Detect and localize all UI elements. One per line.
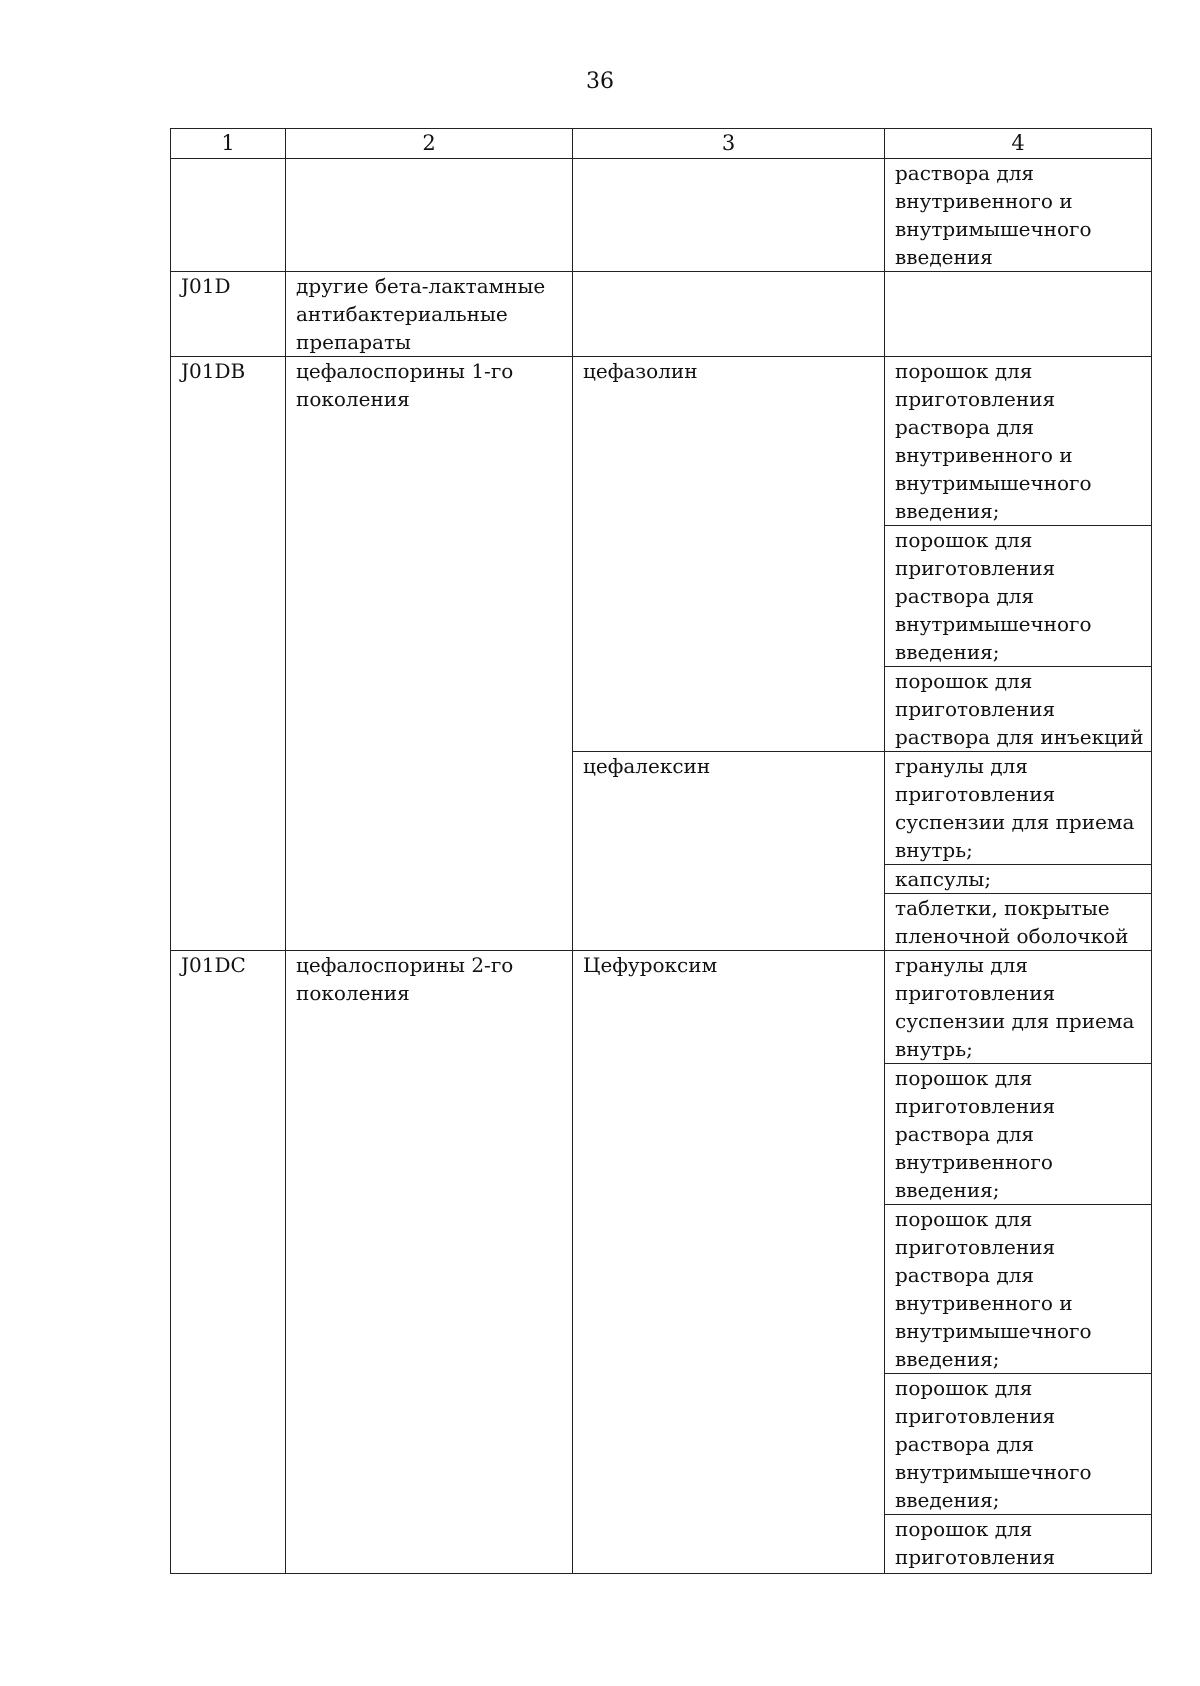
dosage-form-line: порошок для <box>895 669 1033 693</box>
header-cell-2: 2 <box>286 129 573 159</box>
group-cell <box>286 159 573 272</box>
atc-code-cell: J01DB <box>171 357 286 951</box>
dosage-form-item <box>885 951 1151 1064</box>
drug-name-cell: цефазолин <box>573 357 885 752</box>
dosage-forms-cell <box>885 272 1152 357</box>
dosage-form-line: внутримышечного <box>895 1460 1092 1484</box>
dosage-form-line: внутримышечного <box>895 1319 1092 1343</box>
dosage-form-line: приготовления <box>895 556 1056 580</box>
dosage-form-line: раствора для <box>895 415 1035 439</box>
dosage-form-line: гранулы для <box>895 953 1028 977</box>
dosage-form-item <box>885 1064 1151 1205</box>
dosage-form-line: раствора для <box>895 1432 1035 1456</box>
dosage-form-item <box>885 1515 1151 1571</box>
drug-name-cell: цефалексин <box>573 752 885 951</box>
dosage-form-line: приготовления <box>895 1545 1056 1569</box>
dosage-form-item <box>885 752 1151 865</box>
table-header <box>171 129 1152 159</box>
dosage-form-line: порошок для <box>895 1376 1033 1400</box>
dosage-form-line: внутримышечного <box>895 471 1092 495</box>
dosage-form-line: пленочной оболочкой <box>895 924 1129 948</box>
drug-table <box>170 128 1152 1574</box>
dosage-form-line: порошок для <box>895 1517 1033 1541</box>
dosage-form-line: приготовления <box>895 1235 1056 1259</box>
dosage-forms-cell <box>885 752 1152 951</box>
dosage-form-item <box>885 357 1151 526</box>
dosage-form-line: введения; <box>895 1488 1000 1512</box>
dosage-form-line: введения; <box>895 640 1000 664</box>
dosage-form-line: раствора для <box>895 1122 1035 1146</box>
dosage-form-line: порошок для <box>895 1207 1033 1231</box>
dosage-form-line: введения <box>895 245 993 269</box>
group-line: цефалоспорины 1-го <box>296 359 514 383</box>
dosage-form-line: суспензии для приема <box>895 810 1135 834</box>
group-line: поколения <box>296 387 410 411</box>
dosage-form-line: приготовления <box>895 1404 1056 1428</box>
dosage-form-line: приготовления <box>895 1094 1056 1118</box>
table-row <box>171 357 1152 752</box>
drug-name-cell: Цефуроксим <box>573 951 885 1574</box>
dosage-form-line: порошок для <box>895 528 1033 552</box>
dosage-form-line: внутримышечного <box>895 612 1092 636</box>
header-row <box>171 129 1152 159</box>
dosage-form-line: раствора для <box>895 584 1035 608</box>
dosage-form-line: внутривенного и <box>895 189 1073 213</box>
table-row <box>171 951 1152 1574</box>
dosage-form-item <box>885 1374 1151 1515</box>
page-number: 36 <box>586 69 614 94</box>
dosage-form-line: таблетки, покрытые <box>895 896 1110 920</box>
dosage-form-line: внутримышечного <box>895 217 1092 241</box>
dosage-form-line: капсулы; <box>895 867 992 891</box>
dosage-form-line: раствора для <box>895 1263 1035 1287</box>
drug-name-cell <box>573 272 885 357</box>
header-cell-3: 3 <box>573 129 885 159</box>
dosage-form-item <box>885 894 1151 950</box>
dosage-form-line: введения; <box>895 1178 1000 1202</box>
dosage-form-line: раствора для инъекций <box>895 725 1144 749</box>
dosage-form-line: порошок для <box>895 1066 1033 1090</box>
dosage-form-line: введения; <box>895 1347 1000 1371</box>
dosage-form-item <box>885 159 1151 271</box>
dosage-form-line: приготовления <box>895 981 1056 1005</box>
dosage-form-line: внутрь; <box>895 838 973 862</box>
dosage-form-line: суспензии для приема <box>895 1009 1135 1033</box>
atc-code-cell: J01DC <box>171 951 286 1574</box>
dosage-form-line: приготовления <box>895 387 1056 411</box>
dosage-form-line: гранулы для <box>895 754 1028 778</box>
dosage-form-line: порошок для <box>895 359 1033 383</box>
group-line: поколения <box>296 981 410 1005</box>
group-cell <box>286 272 573 357</box>
dosage-form-item <box>885 865 1151 894</box>
dosage-form-line: введения; <box>895 499 1000 523</box>
table-body <box>171 159 1152 1574</box>
dosage-form-item <box>885 526 1151 667</box>
dosage-form-line: внутривенного <box>895 1150 1053 1174</box>
header-cell-1: 1 <box>171 129 286 159</box>
dosage-form-line: раствора для <box>895 161 1035 185</box>
group-line: цефалоспорины 2-го <box>296 953 514 977</box>
dosage-form-line: приготовления <box>895 782 1056 806</box>
group-line: препараты <box>296 330 411 354</box>
drug-name-cell <box>573 159 885 272</box>
group-line: другие бета-лактамные <box>296 274 546 298</box>
dosage-form-line: приготовления <box>895 697 1056 721</box>
dosage-form-item <box>885 667 1151 751</box>
table-row <box>171 272 1152 357</box>
atc-code-cell: J01D <box>171 272 286 357</box>
table-row <box>171 159 1152 272</box>
dosage-form-item <box>885 1205 1151 1374</box>
dosage-form-line: внутривенного и <box>895 443 1073 467</box>
header-cell-4: 4 <box>885 129 1152 159</box>
group-line: антибактериальные <box>296 302 508 326</box>
atc-code-cell <box>171 159 286 272</box>
dosage-form-line: внутривенного и <box>895 1291 1073 1315</box>
dosage-forms-cell <box>885 357 1152 752</box>
dosage-forms-cell <box>885 951 1152 1574</box>
dosage-form-line: внутрь; <box>895 1037 973 1061</box>
group-cell <box>286 951 573 1574</box>
group-cell <box>286 357 573 951</box>
dosage-forms-cell <box>885 159 1152 272</box>
